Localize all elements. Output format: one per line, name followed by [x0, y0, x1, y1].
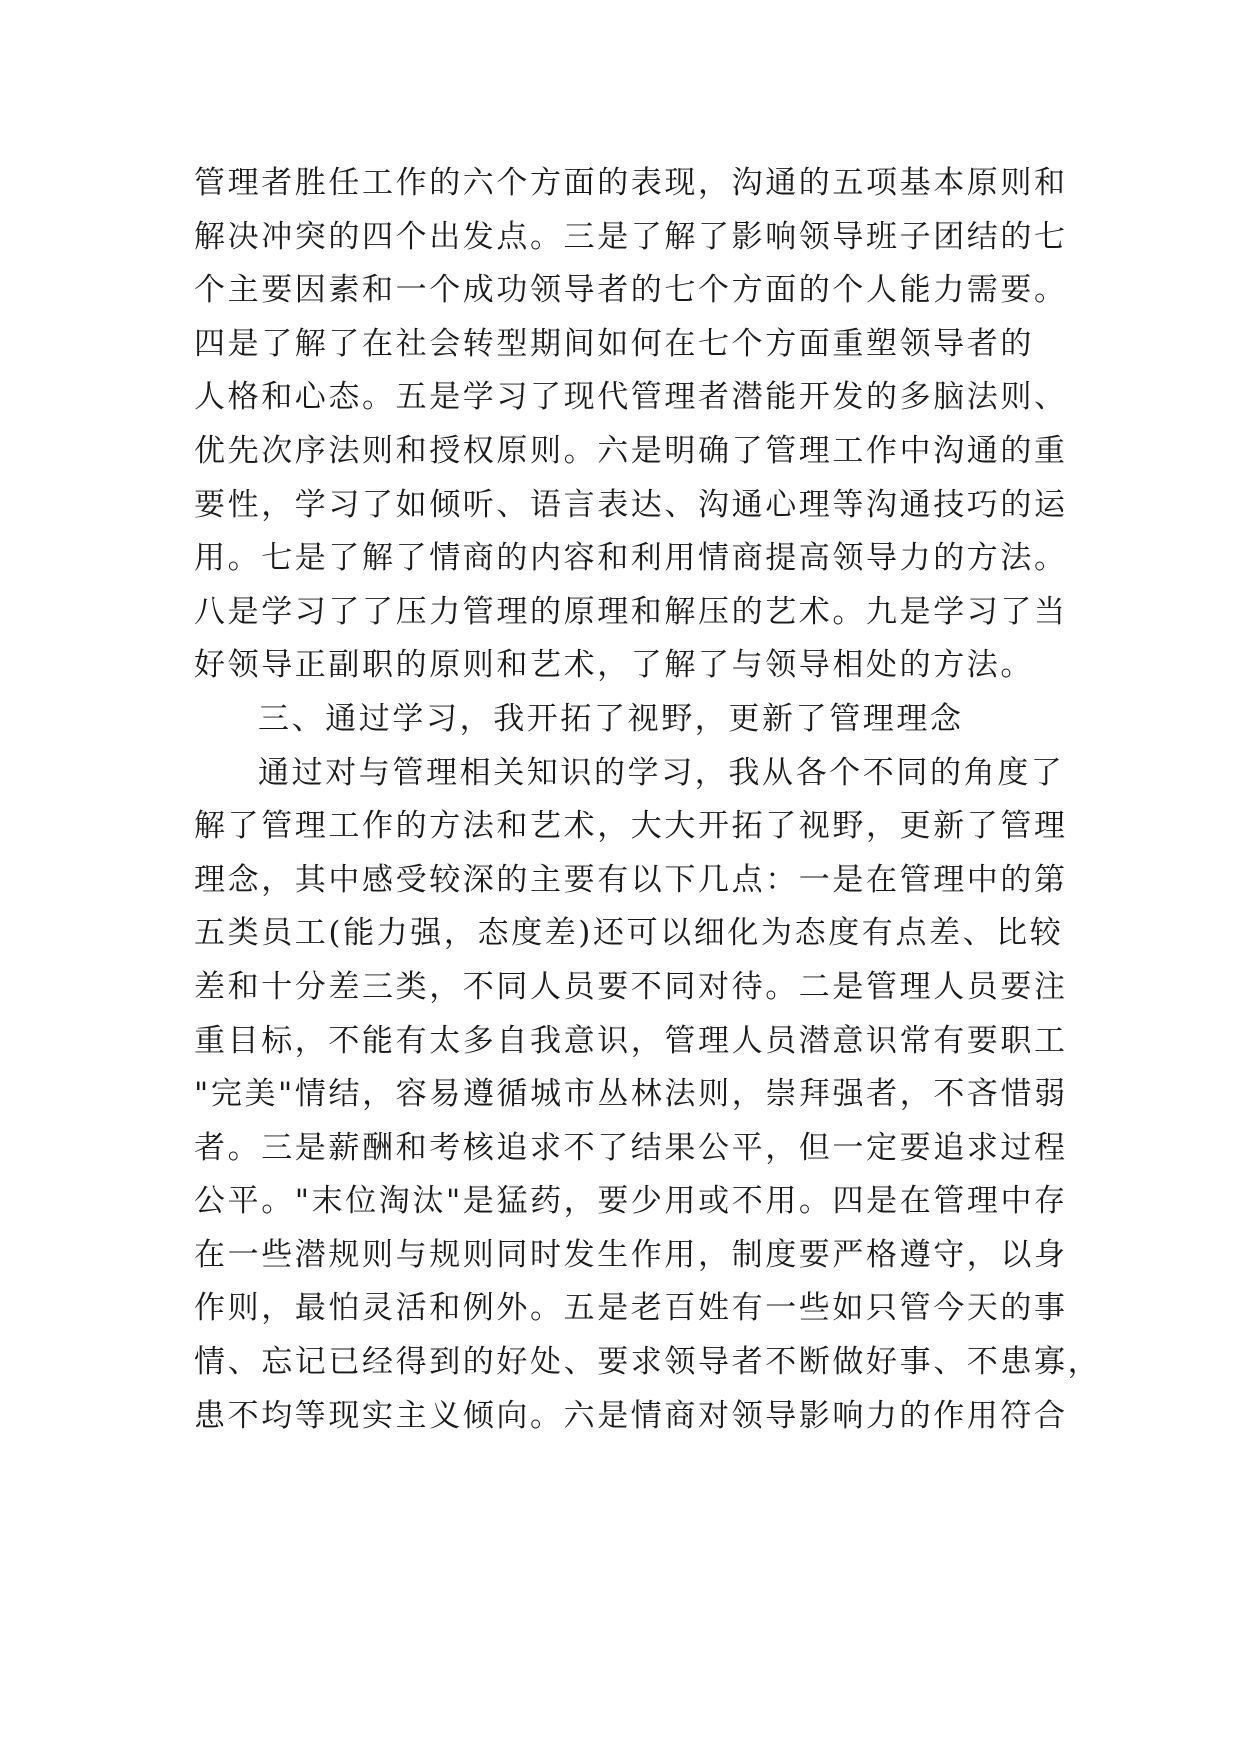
- paragraph-first-line: 通过对与管理相关知识的学习，我从各个不同的角度了: [258, 754, 1065, 791]
- text-line: "完美"情结，容易遵循城市丛林法则，崇拜强者，不吝惜弱: [194, 1076, 1068, 1113]
- text-line: 解决冲突的四个出发点。三是了解了影响领导班子团结的七: [194, 218, 1068, 255]
- text-line: 优先次序法则和授权原则。六是明确了管理工作中沟通的重: [194, 432, 1068, 469]
- text-line: 管理者胜任工作的六个方面的表现，沟通的五项基本原则和: [194, 165, 1068, 201]
- text-line: 人格和心态。五是学习了现代管理者潜能开发的多脑法则、: [194, 379, 1068, 416]
- text-line: 用。七是了解了情商的内容和利用情商提高领导力的方法。: [194, 540, 1068, 577]
- text-line: 要性，学习了如倾听、语言表达、沟通心理等沟通技巧的运: [194, 486, 1068, 523]
- text-line: 解了管理工作的方法和艺术，大大开拓了视野，更新了管理: [194, 808, 1068, 845]
- text-line: 八是学习了了压力管理的原理和解压的艺术。九是学习了当: [194, 593, 1068, 630]
- text-line: 情、忘记已经得到的好处、要求领导者不断做好事、不患寡，: [194, 1344, 1102, 1381]
- text-line: 重目标，不能有太多自我意识，管理人员潜意识常有要职工: [194, 1022, 1068, 1059]
- text-line: 五类员工(能力强，态度差)还可以细化为态度有点差、比较: [194, 915, 1064, 952]
- text-line: 作则，最怕灵活和例外。五是老百姓有一些如只管今天的事: [194, 1290, 1068, 1327]
- text-line: 在一些潜规则与规则同时发生作用，制度要严格遵守，以身: [194, 1236, 1068, 1273]
- text-line: 四是了解了在社会转型期间如何在七个方面重塑领导者的: [194, 325, 1034, 362]
- text-line: 个主要因素和一个成功领导者的七个方面的个人能力需要。: [194, 272, 1068, 309]
- text-line: 差和十分差三类，不同人员要不同对待。二是管理人员要注: [194, 968, 1068, 1005]
- text-line: 患不均等现实主义倾向。六是情商对领导影响力的作用符合: [194, 1397, 1068, 1434]
- text-line: 好领导正副职的原则和艺术，了解了与领导相处的方法。: [194, 647, 1034, 684]
- section-heading: 三、通过学习，我开拓了视野，更新了管理理念: [258, 700, 964, 737]
- text-line: 者。三是薪酬和考核追求不了结果公平，但一定要追求过程: [194, 1129, 1068, 1166]
- body-text: [194, 157, 1102, 1443]
- text-line: 理念，其中感受较深的主要有以下几点：一是在管理中的第: [194, 861, 1068, 898]
- text-line: 公平。"末位淘汰"是猛药，要少用或不用。四是在管理中存: [194, 1183, 1068, 1220]
